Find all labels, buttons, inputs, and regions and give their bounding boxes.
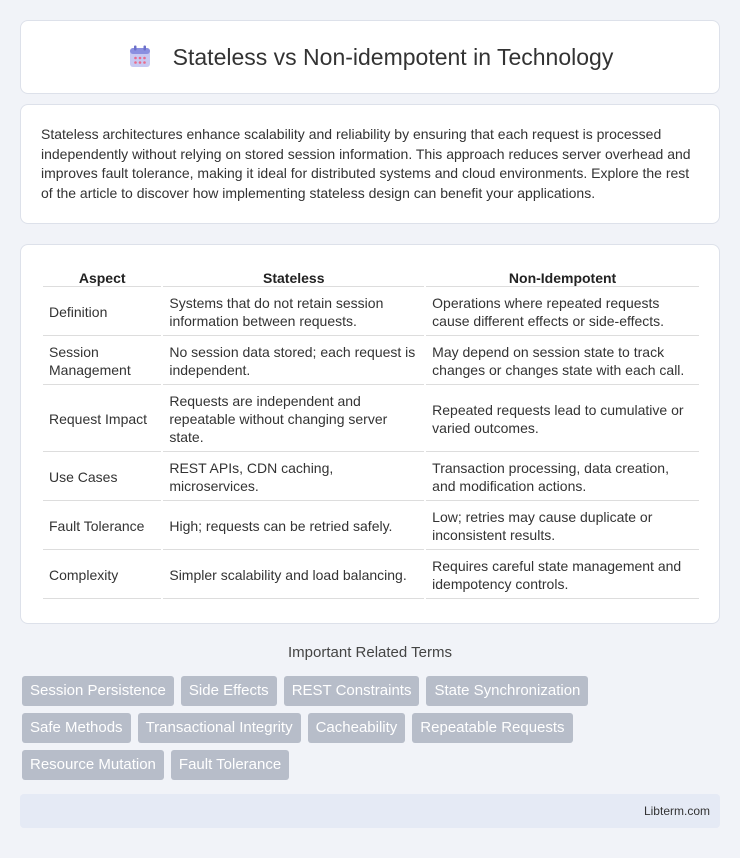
intro-card bbox=[20, 104, 720, 224]
table-row bbox=[43, 338, 699, 385]
tag-row bbox=[22, 713, 722, 743]
tag-resource-mutation[interactable]: Resource Mutation bbox=[22, 750, 164, 780]
footer-site-link[interactable]: Libterm.com bbox=[643, 804, 710, 818]
cell-stateless: Systems that do not retain session information between requests. bbox=[163, 289, 424, 336]
cell-aspect: Definition bbox=[43, 289, 161, 336]
tag-session-persistence[interactable]: Session Persistence bbox=[22, 676, 174, 706]
page-title: Stateless vs Non-idempotent in Technology bbox=[172, 43, 614, 70]
cell-non-idempotent: May depend on session state to track changes or changes state with each call. bbox=[426, 338, 699, 385]
table-row bbox=[43, 387, 699, 452]
cell-aspect: Complexity bbox=[43, 552, 161, 599]
comparison-table bbox=[41, 265, 701, 601]
title-card bbox=[20, 20, 720, 94]
cell-non-idempotent: Operations where repeated requests cause different effects or side-effects. bbox=[426, 289, 699, 336]
table-header-row bbox=[43, 267, 699, 287]
related-terms-tags bbox=[22, 676, 722, 787]
tag-row bbox=[22, 676, 722, 706]
table-row bbox=[43, 454, 699, 501]
header-non-idempotent: Non-Idempotent bbox=[426, 267, 699, 287]
tag-row bbox=[22, 750, 722, 780]
tag-state-synchronization[interactable]: State Synchronization bbox=[426, 676, 588, 706]
table-row bbox=[43, 503, 699, 550]
cell-stateless: Simpler scalability and load balancing. bbox=[163, 552, 424, 599]
cell-stateless: Requests are independent and repeatable without changing server state. bbox=[163, 387, 424, 452]
tag-safe-methods[interactable]: Safe Methods bbox=[22, 713, 131, 743]
intro-text: Stateless architectures enhance scalability and reliability by ensuring that each request is processed independently without relying on stored session information. This approach reduces server overhead and improves fault tolerance, making it ideal for distributed systems and cloud environments. Explore the rest of the article to discover how implementing stateless design can benefit your applications. bbox=[41, 126, 691, 201]
table-row bbox=[43, 289, 699, 336]
tag-transactional-integrity[interactable]: Transactional Integrity bbox=[138, 713, 301, 743]
cell-aspect: Use Cases bbox=[43, 454, 161, 501]
cell-non-idempotent: Requires careful state management and idempotency controls. bbox=[426, 552, 699, 599]
footer bbox=[20, 794, 720, 828]
cell-non-idempotent: Transaction processing, data creation, and modification actions. bbox=[426, 454, 699, 501]
cell-aspect: Session Management bbox=[43, 338, 161, 385]
table-row bbox=[43, 552, 699, 599]
related-terms-title: Important Related Terms bbox=[288, 644, 452, 661]
cell-non-idempotent: Repeated requests lead to cumulative or varied outcomes. bbox=[426, 387, 699, 452]
cell-aspect: Fault Tolerance bbox=[43, 503, 161, 550]
header-aspect: Aspect bbox=[43, 267, 161, 287]
tag-fault-tolerance[interactable]: Fault Tolerance bbox=[171, 750, 289, 780]
calendar-icon bbox=[127, 44, 153, 70]
header-stateless: Stateless bbox=[163, 267, 424, 287]
cell-aspect: Request Impact bbox=[43, 387, 161, 452]
comparison-card bbox=[20, 244, 720, 624]
tag-rest-constraints[interactable]: REST Constraints bbox=[284, 676, 420, 706]
cell-stateless: REST APIs, CDN caching, microservices. bbox=[163, 454, 424, 501]
cell-stateless: No session data stored; each request is independent. bbox=[163, 338, 424, 385]
tag-repeatable-requests[interactable]: Repeatable Requests bbox=[412, 713, 572, 743]
tag-side-effects[interactable]: Side Effects bbox=[181, 676, 277, 706]
cell-stateless: High; requests can be retried safely. bbox=[163, 503, 424, 550]
tag-cacheability[interactable]: Cacheability bbox=[308, 713, 406, 743]
cell-non-idempotent: Low; retries may cause duplicate or inconsistent results. bbox=[426, 503, 699, 550]
